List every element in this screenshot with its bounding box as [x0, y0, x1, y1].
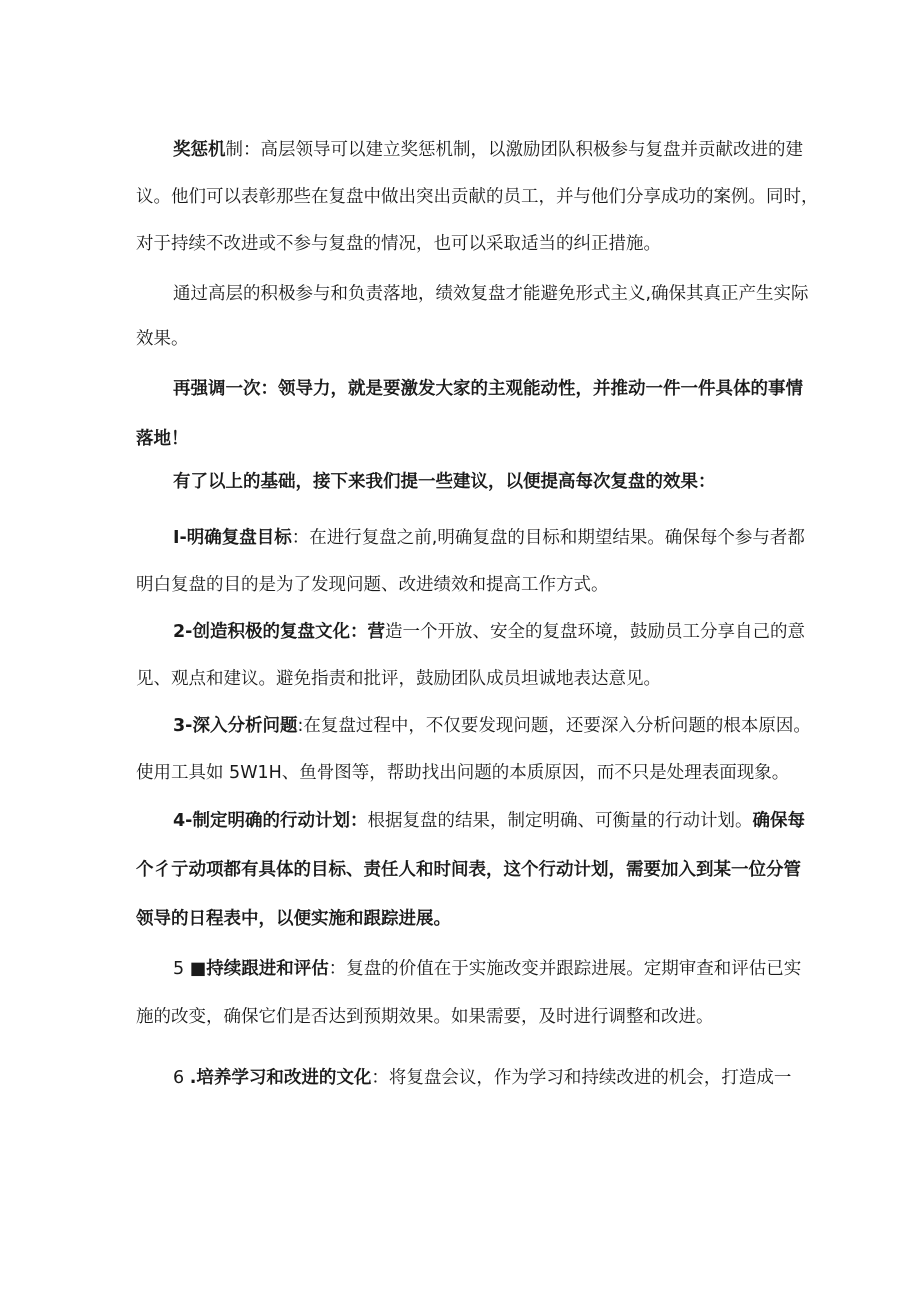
item-number: 5 [173, 959, 190, 979]
bold-line: 个彳亍动项都有具体的目标、责任人和时间表，这个行动计划，需要加入到某一位分管 [136, 860, 801, 880]
paragraph-line: 效果。 [136, 329, 189, 349]
paragraph-line: 通过高层的积极参与和负责落地，绩效复盘才能避免形式主义,确保其真正产生实际 [173, 284, 809, 304]
body-text: :在复盘过程中，不仅要发现问题，还要深入分析问题的根本原因。 [297, 716, 811, 736]
item-heading: I-明确复盘目标 [173, 528, 292, 548]
paragraph-senior-participation [136, 272, 809, 362]
bold-line: 落地！ [136, 429, 189, 449]
paragraph-line [136, 127, 803, 174]
body-text: ：复盘的价值在于实施改变并跟踪进展。定期审查和评估已实 [328, 959, 802, 979]
list-item-action-plan [136, 797, 805, 944]
list-item-positive-culture [136, 609, 805, 703]
item-number: 6 [173, 1068, 190, 1088]
body-text: 根据复盘的结果，制定明确、可衡量的行动计划。 [367, 811, 753, 831]
paragraph-line: 对于持续不改进或不参与复盘的情况，也可以采取适当的纠正措施。 [136, 234, 661, 254]
paragraph-leadership-emphasis [136, 364, 803, 464]
paragraph-reward-mechanism [136, 127, 819, 268]
bold-line: 再强调一次：领导力，就是要激发大家的主观能动性，并推动一件一件具体的事情 [173, 379, 803, 399]
paragraph-line [136, 1063, 796, 1093]
item-heading: 2-创造积极的复盘文化：营 [173, 622, 385, 642]
item-heading: ■持续跟进和评估 [189, 959, 329, 979]
body-text: 造一个开放、安全的复盘环境，鼓励员工分享自己的意 [384, 622, 805, 642]
body-text: 制：高层领导可以建立奖惩机制，以激励团队积极参与复盘并贡献改进的建 [225, 140, 803, 160]
item-heading: 4-制定明确的行动计划： [173, 811, 368, 831]
list-item-deep-analysis [136, 703, 811, 797]
paragraph-line [136, 515, 805, 562]
bold-line: 领导的日程表中，以便实施和跟踪进展。 [136, 909, 451, 929]
list-item-clear-goals [136, 515, 805, 609]
bold-lead: 奖惩机 [173, 140, 226, 160]
bold-tail: 确保每 [752, 811, 805, 831]
paragraph-line [136, 797, 805, 846]
item-heading: .培养学习和改进的文化 [189, 1068, 372, 1088]
paragraph-line [136, 703, 811, 750]
paragraph-line: 使用工具如 5W1H、鱼骨图等，帮助找出问题的本质原因，而不只是处理表面现象。 [136, 763, 790, 783]
list-item-follow-up [136, 945, 802, 1041]
paragraph-line: 议。他们可以表彰那些在复盘中做出突出贡献的员工，并与他们分享成功的案例。同时， [136, 187, 819, 207]
paragraph-line: 见、观点和建议。避免指责和批评，鼓励团队成员坦诚地表达意见。 [136, 669, 661, 689]
paragraph-suggestions-intro [136, 467, 796, 497]
paragraph-line: 明白复盘的目的是为了发现问题、改进绩效和提高工作方式。 [136, 575, 609, 595]
list-item-learning-culture [136, 1063, 796, 1093]
paragraph-line [136, 609, 805, 656]
body-text: ：将复盘会议，作为学习和持续改进的机会，打造成一 [371, 1068, 792, 1088]
paragraph-line: 施的改变，确保它们是否达到预期效果。如果需要，及时进行调整和改进。 [136, 1007, 714, 1027]
body-text: ：在进行复盘之前,明确复盘的目标和期望结果。确保每个参与者都 [291, 528, 805, 548]
paragraph-line [136, 945, 802, 993]
item-heading: 3-深入分析问题 [173, 716, 298, 736]
bold-line: 有了以上的基础，接下来我们提一些建议，以便提高每次复盘的效果： [173, 472, 716, 492]
